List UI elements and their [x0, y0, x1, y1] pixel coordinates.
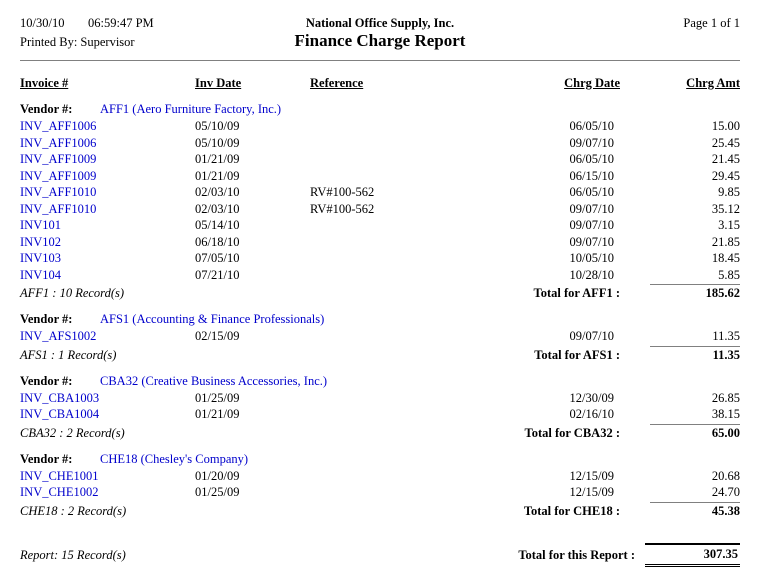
invoice-row [20, 135, 740, 152]
vendor-label: Vendor #: [20, 102, 73, 116]
invoice-link[interactable]: INV103 [20, 251, 61, 265]
chrg-date: 09/07/10 [569, 218, 614, 232]
chrg-amt: 20.68 [711, 468, 740, 483]
report-total-amount: 307.35 [645, 543, 740, 567]
invoice-link[interactable]: INV_AFF1010 [20, 185, 97, 199]
invoice-row [20, 267, 740, 284]
invoice-cell [20, 151, 195, 168]
invoice-row [20, 184, 740, 201]
invoice-row [20, 168, 740, 185]
invoice-link[interactable]: INV_CBA1004 [20, 407, 100, 421]
invoice-row [20, 118, 740, 135]
reference [310, 484, 490, 501]
report-title: Finance Charge Report [294, 31, 466, 50]
invoice-link[interactable]: INV_AFF1006 [20, 135, 97, 150]
invoice-cell [20, 135, 195, 152]
vendor-group [20, 373, 740, 442]
chrg-date: 09/07/10 [569, 234, 614, 249]
reference [310, 118, 490, 135]
group-total-label: Total for CHE18 : [523, 503, 620, 518]
vendor-name-link[interactable]: AFF1 (Aero Furniture Factory, Inc.) [100, 102, 282, 116]
group-record-count: CHE18 : 2 Record(s) [20, 503, 127, 518]
invoice-cell [20, 484, 195, 501]
vendor-label: Vendor #: [20, 451, 73, 466]
report-total-label: Total for this Report : [518, 547, 635, 562]
group-total-cell [620, 284, 740, 301]
vendor-label: Vendor #: [20, 312, 73, 326]
invoice-cell [20, 390, 195, 407]
chrg-date: 06/15/10 [569, 168, 614, 183]
inv-date: 01/25/09 [195, 390, 240, 405]
group-footer-row [20, 284, 740, 302]
group-total-label: Total for CBA32 : [524, 425, 620, 440]
reference [310, 250, 490, 267]
header-rule [20, 60, 740, 61]
column-header-invoice: Invoice # [20, 76, 69, 90]
company-name: National Office Supply, Inc. [305, 16, 455, 30]
invoice-cell [20, 184, 195, 201]
chrg-date: 10/05/10 [569, 251, 614, 265]
invoice-row [20, 234, 740, 251]
inv-date: 01/21/09 [195, 168, 240, 183]
invoice-link[interactable]: INV_AFF1010 [20, 201, 97, 216]
chrg-amt: 35.12 [711, 201, 740, 216]
group-total-cell [620, 346, 740, 363]
invoice-row [20, 484, 740, 501]
report-groups [20, 101, 740, 520]
chrg-amt: 11.35 [712, 329, 740, 343]
vendor-row [20, 373, 740, 390]
group-record-count: AFF1 : 10 Record(s) [20, 286, 125, 300]
report-date: 10/30/10 [20, 16, 65, 30]
column-header-inv-date: Inv Date [195, 76, 242, 90]
chrg-amt: 21.45 [711, 152, 740, 166]
chrg-amt: 24.70 [711, 485, 740, 499]
chrg-amt: 9.85 [718, 185, 740, 199]
column-header-row [20, 75, 740, 92]
group-total-label: Total for AFF1 : [533, 286, 620, 300]
group-footer-row [20, 424, 740, 442]
inv-date: 05/14/10 [195, 218, 240, 232]
reference [310, 406, 490, 423]
inv-date: 05/10/09 [195, 119, 240, 133]
inv-date: 06/18/10 [195, 234, 240, 249]
group-total-cell [620, 424, 740, 441]
chrg-amt: 21.85 [711, 234, 740, 249]
inv-date: 01/25/09 [195, 485, 240, 499]
vendor-name-link[interactable]: CBA32 (Creative Business Accessories, Inc.) [100, 373, 328, 388]
invoice-row [20, 250, 740, 267]
chrg-date: 12/15/09 [569, 468, 614, 483]
reference [310, 217, 490, 234]
vendor-group [20, 451, 740, 520]
printed-by: Printed By: Supervisor [20, 35, 135, 49]
chrg-date: 09/07/10 [569, 135, 614, 150]
group-record-count: CBA32 : 2 Record(s) [20, 425, 125, 440]
inv-date: 07/21/10 [195, 267, 240, 282]
inv-date: 01/21/09 [195, 407, 240, 421]
group-footer-row [20, 346, 740, 364]
invoice-link[interactable]: INV_AFF1006 [20, 119, 97, 133]
inv-date: 01/20/09 [195, 468, 240, 483]
reference [310, 135, 490, 152]
invoice-cell [20, 217, 195, 234]
column-header-chrg-date: Chrg Date [564, 76, 620, 90]
invoice-cell [20, 168, 195, 185]
inv-date: 07/05/10 [195, 251, 240, 265]
invoice-link[interactable]: INV_CBA1003 [20, 390, 100, 405]
vendor-group [20, 101, 740, 302]
report-total-box [645, 543, 740, 567]
group-total-amount: 185.62 [650, 284, 740, 301]
inv-date: 01/21/09 [195, 152, 240, 166]
group-record-count: AFS1 : 1 Record(s) [20, 347, 117, 362]
group-total-amount: 11.35 [650, 346, 740, 363]
reference [310, 267, 490, 284]
invoice-cell [20, 234, 195, 251]
vendor-name-link[interactable]: AFS1 (Accounting & Finance Professionals) [100, 312, 325, 326]
invoice-link[interactable]: INV_AFF1009 [20, 152, 97, 166]
vendor-name-link[interactable]: CHE18 (Chesley's Company) [100, 451, 249, 466]
invoice-link[interactable]: INV102 [20, 234, 61, 249]
chrg-date: 12/30/09 [569, 390, 614, 405]
chrg-date: 06/05/10 [569, 152, 614, 166]
invoice-cell [20, 201, 195, 218]
group-rows [20, 468, 740, 501]
page-indicator: Page 1 of 1 [683, 16, 740, 30]
chrg-date: 10/28/10 [569, 267, 614, 282]
chrg-date: 09/07/10 [569, 329, 614, 343]
invoice-cell [20, 328, 195, 345]
inv-date: 02/03/10 [195, 185, 240, 199]
invoice-link[interactable]: INV_AFF1009 [20, 168, 97, 183]
invoice-cell [20, 118, 195, 135]
invoice-cell [20, 267, 195, 284]
report-time: 06:59:47 PM [88, 16, 154, 30]
column-header-reference: Reference [310, 76, 364, 90]
group-total-label: Total for AFS1 : [534, 347, 620, 362]
invoice-link[interactable]: INV101 [20, 218, 61, 232]
reference [310, 151, 490, 168]
reference [310, 234, 490, 251]
vendor-row [20, 451, 740, 468]
report-header [20, 14, 740, 60]
group-total-amount: 65.00 [650, 424, 740, 441]
invoice-link[interactable]: INV_CHE1002 [20, 485, 99, 499]
reference [310, 168, 490, 185]
invoice-link[interactable]: INV_CHE1001 [20, 468, 99, 483]
vendor-label: Vendor #: [20, 373, 73, 388]
invoice-row [20, 328, 740, 345]
chrg-date: 06/05/10 [569, 185, 614, 199]
group-rows [20, 118, 740, 283]
chrg-amt: 26.85 [711, 390, 740, 405]
chrg-amt: 3.15 [718, 218, 740, 232]
invoice-link[interactable]: INV_AFS1002 [20, 329, 97, 343]
invoice-link[interactable]: INV104 [20, 267, 61, 282]
invoice-row [20, 151, 740, 168]
group-total-amount: 45.38 [650, 502, 740, 519]
chrg-amt: 15.00 [711, 119, 740, 133]
chrg-amt: 18.45 [711, 251, 740, 265]
report-footer-row [20, 543, 740, 567]
chrg-amt: 38.15 [711, 407, 740, 421]
group-total-cell [620, 502, 740, 519]
invoice-cell [20, 468, 195, 485]
inv-date: 02/15/09 [195, 329, 240, 343]
reference [310, 328, 490, 345]
reference [310, 468, 490, 485]
reference [310, 390, 490, 407]
invoice-cell [20, 250, 195, 267]
invoice-row [20, 217, 740, 234]
invoice-row [20, 468, 740, 485]
column-header-chrg-amt: Chrg Amt [686, 76, 740, 90]
chrg-date: 02/16/10 [569, 407, 614, 421]
chrg-date: 12/15/09 [569, 485, 614, 499]
reference: RV#100-562 [310, 201, 375, 216]
invoice-row [20, 201, 740, 218]
invoice-row [20, 390, 740, 407]
chrg-date: 09/07/10 [569, 201, 614, 216]
chrg-amt: 29.45 [711, 168, 740, 183]
chrg-amt: 25.45 [711, 135, 740, 150]
inv-date: 05/10/09 [195, 135, 240, 150]
group-rows [20, 328, 740, 345]
vendor-row [20, 101, 740, 118]
group-footer-row [20, 502, 740, 520]
report-record-count: Report: 15 Record(s) [20, 547, 126, 562]
inv-date: 02/03/10 [195, 201, 240, 216]
vendor-group [20, 311, 740, 364]
chrg-amt: 5.85 [718, 267, 740, 282]
invoice-cell [20, 406, 195, 423]
invoice-row [20, 406, 740, 423]
chrg-date: 06/05/10 [569, 119, 614, 133]
vendor-row [20, 311, 740, 328]
group-rows [20, 390, 740, 423]
reference: RV#100-562 [310, 185, 375, 199]
